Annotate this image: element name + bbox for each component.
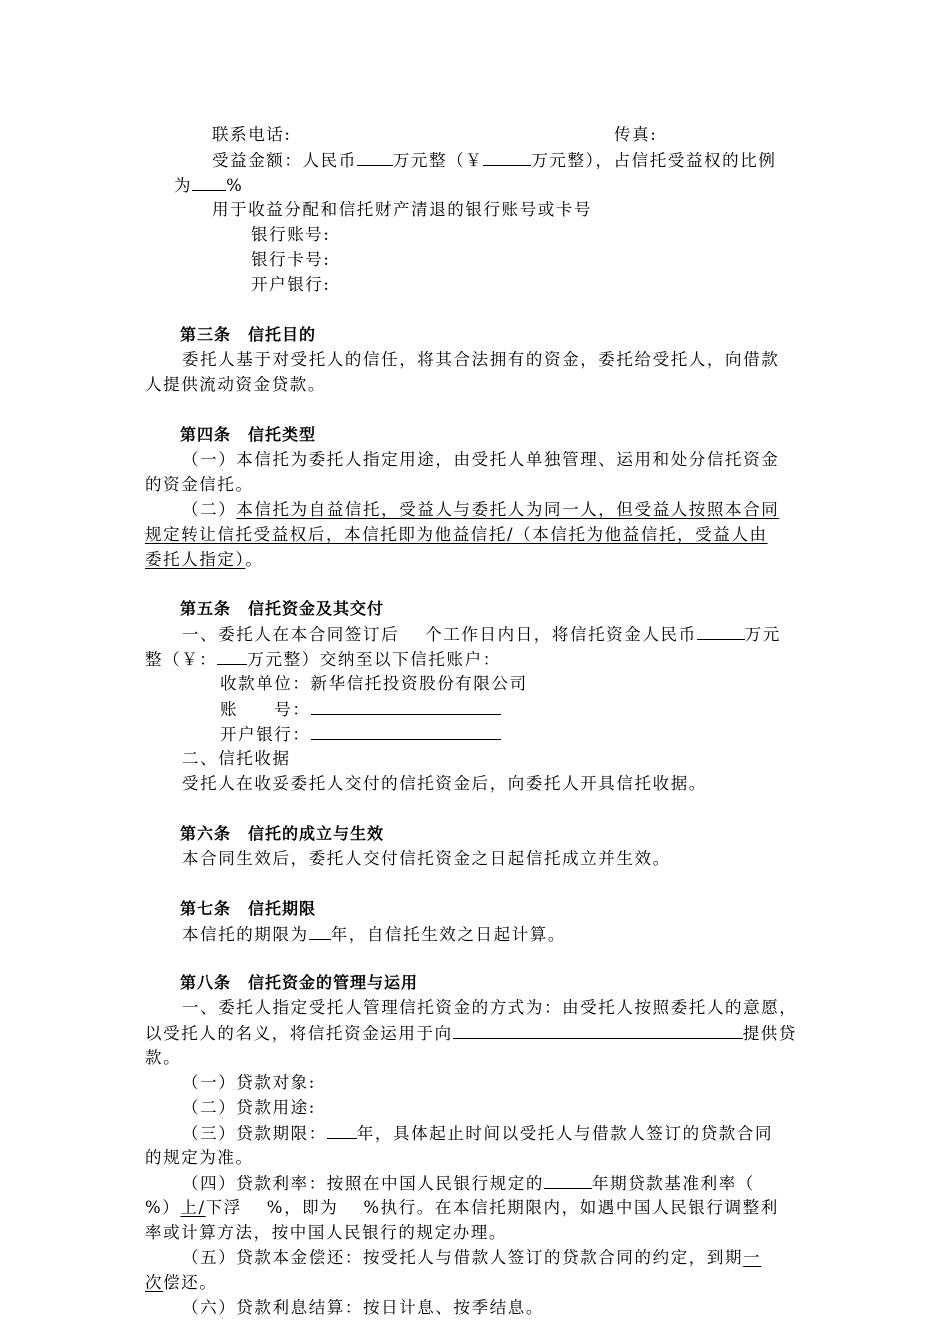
loan-repayment-b: 偿还。	[163, 1273, 218, 1292]
loan-rate-d: 下浮 %，即为 %执行。在本信托期限内，如遇中国人民银行调整利	[205, 1198, 779, 1217]
loan-term-a: （三）贷款期限：	[182, 1124, 327, 1143]
loan-term	[182, 1122, 773, 1145]
account-line	[220, 698, 501, 721]
loan-rate-c: %）	[145, 1198, 181, 1217]
article-4-item-2-marker: （二）	[182, 500, 237, 519]
payee-line: 收款单位：新华信托投资股份有限公司	[220, 674, 528, 693]
loan-repayment	[182, 1247, 761, 1269]
benefit-amount-figure-blank[interactable]	[483, 149, 531, 166]
loan-repayment-a: （五）贷款本金偿还：按受托人与借款人签订的贷款合同的约定，到期	[182, 1248, 744, 1267]
open-bank-label: 开户银行:	[251, 275, 331, 294]
loan-repayment-once: 一	[743, 1248, 762, 1267]
loan-repayment-once-end: 次	[145, 1273, 164, 1292]
article-8-item-1: 一、委托人指定受托人管理信托资金的方式为：由受托人按照委托人的意愿，	[182, 998, 798, 1017]
trust-amount-figure-blank[interactable]	[217, 648, 247, 665]
loan-rate-blank[interactable]	[544, 1172, 592, 1189]
article-5-item-2: 二、信托收据	[182, 749, 291, 768]
loan-rate-up: 上/	[180, 1198, 206, 1217]
account-label: 账 号：	[220, 700, 311, 719]
article-3-title: 第三条 信托目的	[180, 325, 317, 344]
bank-account-label: 银行账号:	[251, 225, 331, 244]
article-8-item-1-cont	[145, 1022, 797, 1045]
bank-line	[220, 723, 501, 746]
article-6-title: 第六条 信托的成立与生效	[180, 824, 385, 843]
account-blank[interactable]	[311, 698, 501, 715]
loan-term-cont: 的规定为准。	[145, 1148, 254, 1167]
article-7-text-b: 年，自信托生效之日起计算。	[330, 925, 567, 944]
bank-card-label: 银行卡号:	[251, 250, 331, 269]
article-5-item-2-text: 受托人在收妥委托人交付的信托资金后，向委托人开具信托收据。	[182, 774, 707, 793]
article-4-item-2	[182, 499, 779, 521]
article-5-item-1-a: 一、委托人在本合同签订后	[182, 625, 400, 644]
fax-label: 传真:	[614, 125, 658, 144]
article-5-item-1-b: 个工作日内日，将信托资金人民币	[425, 625, 697, 644]
article-4-item-2-text: 本信托为自益信托，受益人与委托人为同一人，但受益人按照本合同	[236, 500, 780, 519]
article-4-item-2-end-text: 委托人指定）	[145, 550, 246, 569]
article-5-item-1-d: 整（￥：	[145, 650, 218, 669]
article-8-item-1-b: 提供贷	[742, 1024, 798, 1043]
loan-object: （一）贷款对象:	[182, 1073, 316, 1092]
article-8-item-1-a: 以受托人的名义，将信托资金运用于向	[145, 1024, 453, 1043]
article-4-item-2-period: 。	[245, 550, 264, 569]
article-5-title: 第五条 信托资金及其交付	[180, 599, 385, 618]
benefit-amount-suffix: 万元整），占信托受益权的比例	[531, 151, 777, 170]
article-4-title: 第四条 信托类型	[180, 425, 317, 444]
account-intro: 用于收益分配和信托财产清退的银行账号或卡号	[212, 200, 593, 219]
loan-use: （二）贷款用途:	[182, 1098, 316, 1117]
article-3-text-cont: 人提供流动资金贷款。	[145, 375, 326, 394]
loan-rate-cont	[145, 1197, 779, 1219]
loan-term-blank[interactable]	[327, 1122, 357, 1139]
benefit-ratio-line	[174, 174, 243, 197]
borrower-blank[interactable]	[453, 1022, 743, 1039]
loan-rate-a: （四）贷款利率：按照在中国人民银行规定的	[182, 1174, 544, 1193]
loan-rate	[182, 1172, 755, 1195]
term-years-blank[interactable]	[309, 923, 331, 940]
article-4-item-2-cont: 规定转让信托受益权后，本信托即为他益信托/（本信托为他益信托，受益人由	[145, 525, 768, 544]
benefit-amount-blank[interactable]	[357, 149, 393, 166]
article-3-text: 委托人基于对受托人的信任，将其合法拥有的资金，委托给受托人，向借款	[182, 350, 780, 369]
bank-label: 开户银行：	[220, 725, 311, 744]
benefit-ratio-blank[interactable]	[192, 174, 226, 191]
benefit-amount-prefix: 受益金额：人民币	[212, 151, 357, 170]
loan-repayment-cont	[145, 1272, 217, 1294]
benefit-ratio-prefix: 为	[174, 176, 193, 195]
article-6-text: 本合同生效后，委托人交付信托资金之日起信托成立并生效。	[182, 849, 671, 868]
article-8-item-1-end: 款。	[145, 1048, 182, 1067]
article-5-item-1-c: 万元	[744, 625, 781, 644]
article-5-item-1	[182, 623, 781, 646]
article-5-item-1-cont	[145, 648, 501, 671]
article-7-text-a: 本信托的期限为	[182, 925, 309, 944]
article-4-item-1-cont: 的资金信托。	[145, 475, 254, 494]
benefit-ratio-suffix: %	[226, 176, 244, 195]
loan-rate-end: 率或计算方法，按中国人民银行的规定办理。	[145, 1223, 507, 1242]
phone-label: 联系电话:	[212, 125, 292, 144]
article-4-item-2-end	[145, 549, 263, 571]
benefit-amount-mid: 万元整（￥	[392, 151, 484, 170]
article-7-title: 第七条 信托期限	[180, 899, 317, 918]
article-8-title: 第八条 信托资金的管理与运用	[180, 973, 419, 992]
article-5-item-1-e: 万元整）交纳至以下信托账户：	[247, 650, 501, 669]
loan-term-b: 年，具体起止时间以受托人与借款人签订的贷款合同	[356, 1124, 774, 1143]
benefit-amount-line	[212, 149, 776, 172]
trust-amount-blank[interactable]	[697, 623, 745, 640]
bank-blank[interactable]	[311, 723, 501, 740]
loan-interest: （六）贷款利息结算：按日计息、按季结息。	[182, 1298, 544, 1317]
loan-rate-b: 年期贷款基准利率（	[592, 1174, 755, 1193]
article-7-text	[182, 923, 566, 946]
article-4-item-1: （一）本信托为委托人指定用途，由受托人单独管理、运用和处分信托资金	[182, 450, 780, 469]
